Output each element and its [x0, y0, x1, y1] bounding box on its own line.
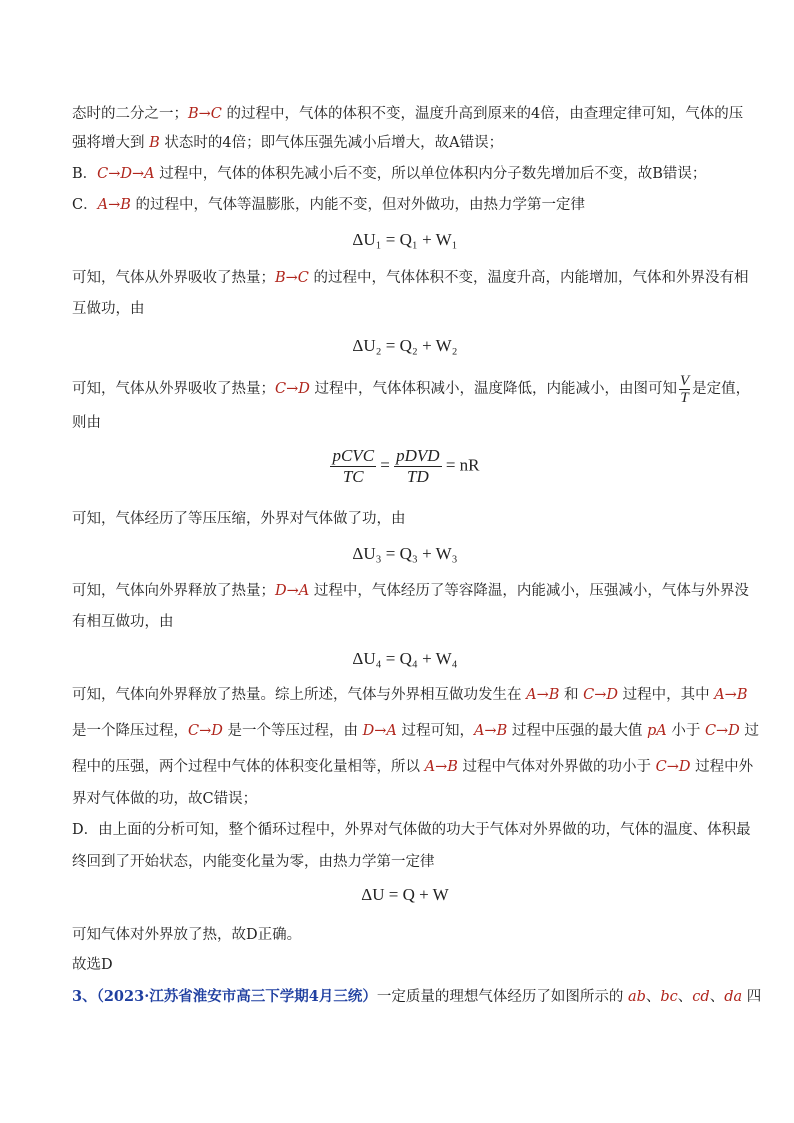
text-line-15: 界对气体做的功，故C错误； — [72, 791, 258, 807]
text-line-8: 则由 — [72, 415, 101, 431]
text-line-9: 可知，气体经历了等压压缩，外界对气体做了功，由 — [72, 511, 406, 527]
question-3-line: 3、（2023·江苏省淮安市高三下学期4月三统）一定质量的理想气体经历了如图所示的 ab、bc、cd、da 四 — [72, 988, 762, 1005]
equation-3: $\frac{\text{pCVC}}{TC}$ = $\frac{\text{pDVD}}{TD}$ = nR — [332, 446, 480, 486]
option-c-line: C．A→B 的过程中，气体等温膨胀，内能不变，但对外做功，由热力学第一定律 — [72, 197, 585, 213]
conclusion-line: 可知气体对外界放了热，故D正确。 — [72, 927, 302, 943]
text-line-11: 有相互做功，由 — [72, 614, 174, 630]
equation-4: ΔU₃ = Q₃ + W₃ — [352, 544, 458, 563]
text-line-5: 可知，气体从外界吸收了热量；B→C 的过程中，气体体积不变，温度升高，内能增加，气体和外界没有相 — [72, 270, 749, 286]
equation-5: ΔU₄ = Q₄ + W₄ — [352, 649, 458, 668]
text-line-10: 可知，气体向外界释放了热量；D→A 过程中，气体经历了等容降温，内能减小，压强减小，气体与外界没 — [72, 583, 749, 599]
text-line-12: 可知，气体向外界释放了热量。综上所述，气体与外界相互做功发生在 A→B 和 C→D 过程中，其中 A→B — [72, 687, 748, 703]
text-line-17: 终回到了开始状态，内能变化量为零，由热力学第一定律 — [72, 854, 435, 870]
text-line-1: 态时的二分之一；B→C 的过程中，气体的体积不变，温度升高到原来的4倍，由查理定律可知，气体的压 — [72, 106, 744, 122]
option-d-line: D．由上面的分析可知，整个循环过程中，外界对气体做的功大于气体对外界做的功，气体的温度、体积最 — [72, 822, 751, 838]
equation-2: ΔU₂ = Q₂ + W₂ — [352, 336, 458, 355]
equation-6: ΔU = Q + W — [361, 885, 449, 904]
answer-line: 故选D — [72, 957, 113, 973]
option-b-line: B．C→D→A 过程中，气体的体积先减小后不变，所以单位体积内分子数先增加后不变，故B错误； — [72, 166, 707, 182]
question-number: 3、 — [72, 988, 97, 1005]
v-over-t-fraction: $\frac{V}{T}$ — [679, 372, 690, 406]
text-line-2: 强将增大到 B 状态时的4倍；即气体压强先减小后增大，故A错误； — [72, 135, 504, 151]
equation-1: ΔU₁ = Q₁ + W₁ — [352, 230, 458, 249]
question-source: （2023·江苏省淮安市高三下学期4月三统） — [96, 988, 377, 1005]
text-line-14: 程中的压强，两个过程中气体的体积变化量相等，所以 A→B 过程中气体对外界做的功小于 C→D 过程中外 — [72, 759, 754, 775]
text-line-7: 可知，气体从外界吸收了热量；C→D 过程中，气体体积减小，温度降低，内能减小，由图可知 $\frac{V}{T}$ 是定值， — [72, 372, 751, 406]
text-line-13: 是一个降压过程，C→D 是一个等压过程，由 D→A 过程可知，A→B 过程中压强的最大值 pA 小于 C→D 过 — [72, 723, 759, 739]
text-line-6: 互做功，由 — [72, 301, 145, 317]
